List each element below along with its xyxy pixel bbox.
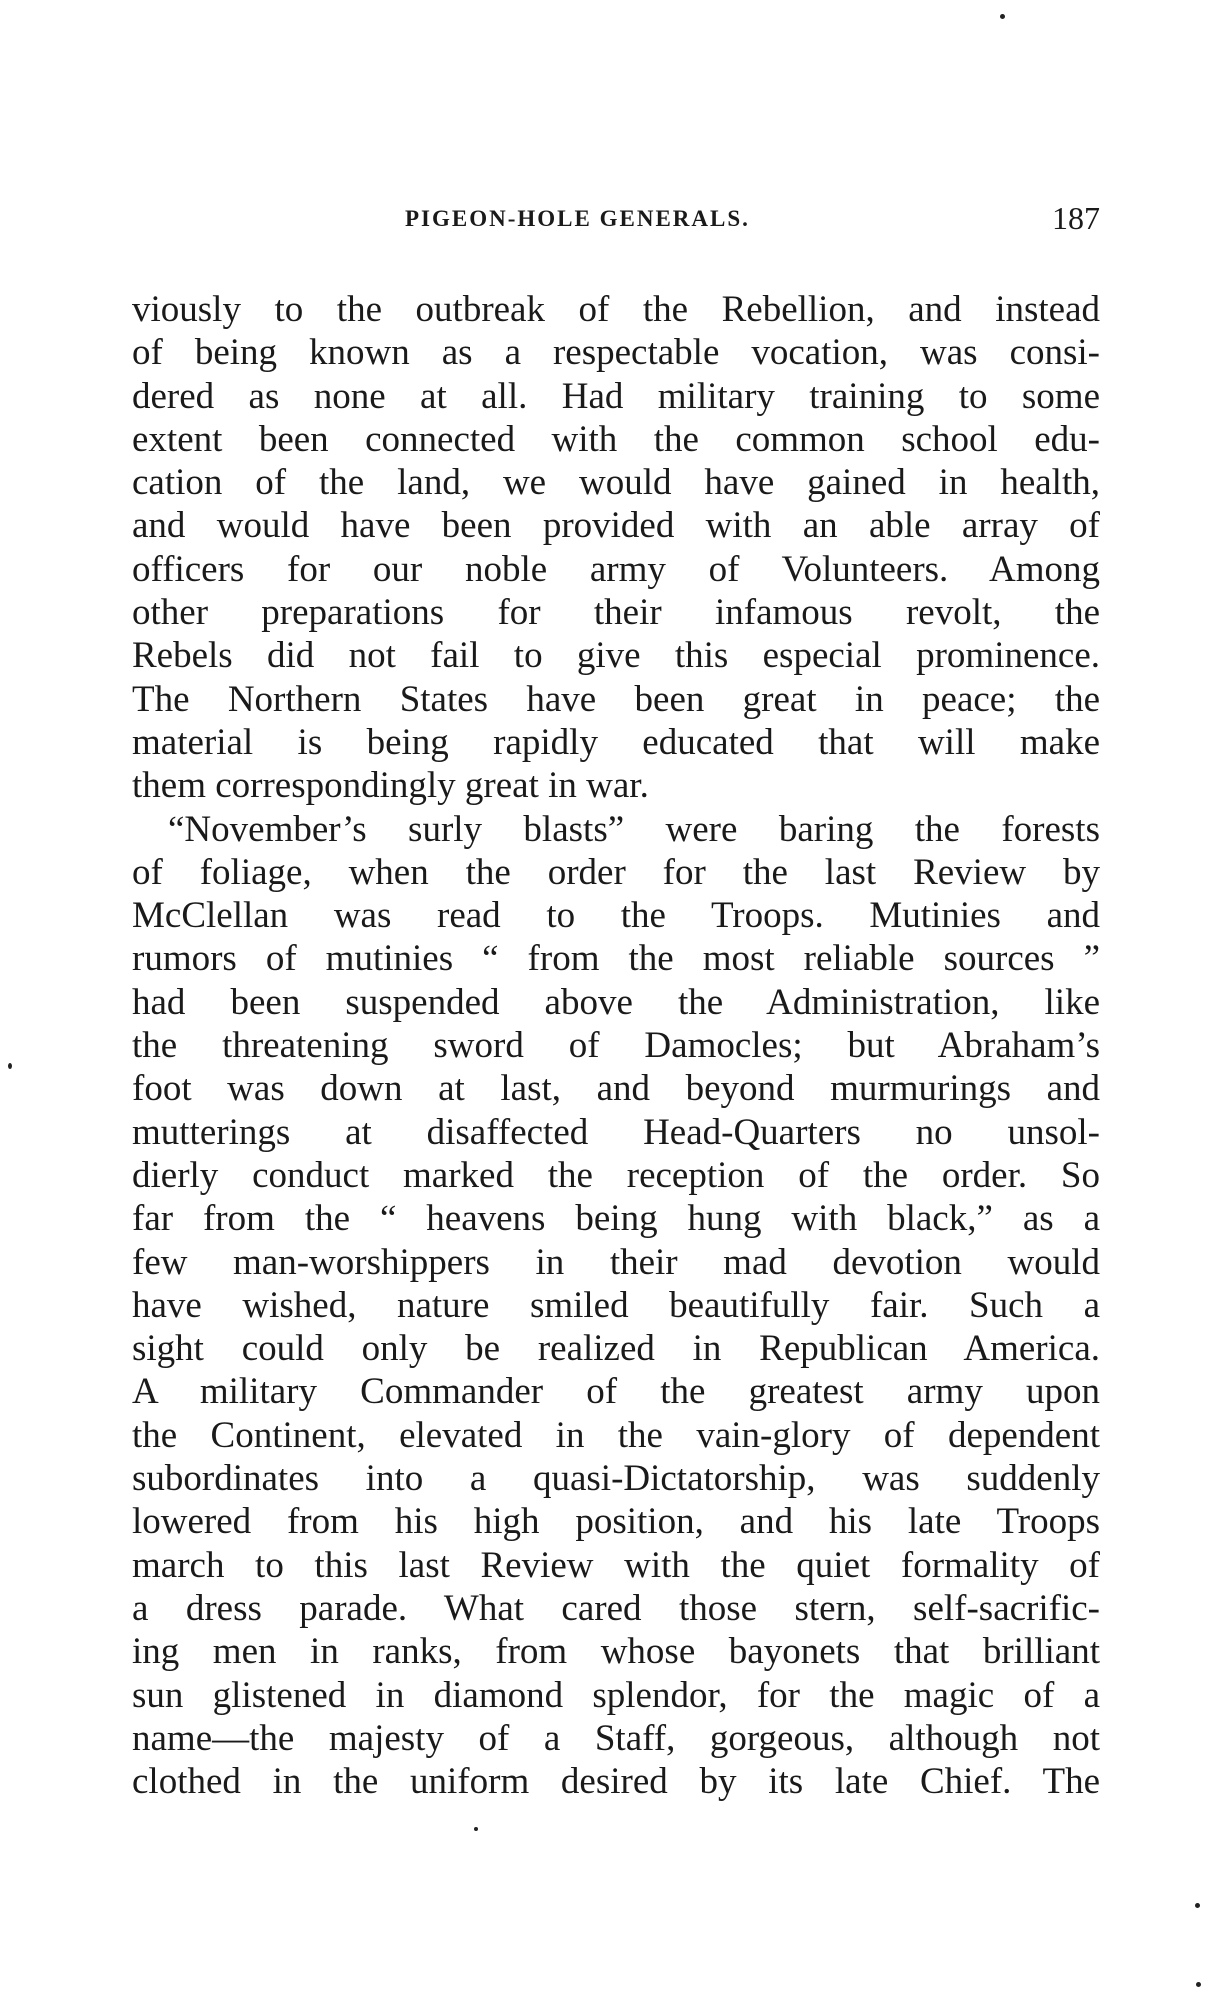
text-line: material is being rapidly educated that will make [132, 721, 1100, 763]
text-line: subordinates into a quasi-Dictatorship, was suddenly [132, 1458, 1100, 1500]
text-line: of being known as a respectable vocation, was consi- [132, 332, 1100, 374]
text-line: cation of the land, we would have gained in health, [132, 462, 1100, 504]
ink-speck [8, 1063, 12, 1069]
running-title: PIGEON-HOLE GENERALS. [405, 206, 750, 231]
text-line: dierly conduct marked the reception of the order. So [132, 1154, 1100, 1196]
text-line: extent been connected with the common school edu- [132, 418, 1100, 460]
text-line: name—the majesty of a Staff, gorgeous, although not [132, 1717, 1100, 1759]
text-line: lowered from his high position, and his late Troops [132, 1501, 1100, 1543]
text-line: sight could only be realized in Republican America. [132, 1328, 1100, 1370]
text-line: sun glistened in diamond splendor, for the magic of a [132, 1674, 1100, 1716]
text-line: Rebels did not fail to give this especial prominence. [132, 635, 1100, 677]
text-line: clothed in the uniform desired by its late Chief. The [132, 1761, 1100, 1803]
text-line: McClellan was read to the Troops. Mutinies and [132, 895, 1100, 937]
page-number: 187 [1052, 200, 1100, 236]
text-line: march to this last Review with the quiet formality of [132, 1544, 1100, 1586]
text-line: ing men in ranks, from whose bayonets that brilliant [132, 1631, 1100, 1673]
ink-speck [1195, 1903, 1200, 1908]
running-head [135, 200, 1100, 240]
text-line: viously to the outbreak of the Rebellion, and instead [132, 289, 1100, 330]
text-line: “November’s surly blasts” were baring the forests [168, 808, 1100, 850]
ink-speck [474, 1827, 478, 1831]
text-line: far from the “ heavens being hung with black,” as a [132, 1198, 1100, 1240]
text-line: A military Commander of the greatest army upon [132, 1371, 1100, 1413]
text-line: the Continent, elevated in the vain-glory of dependent [132, 1414, 1100, 1456]
body-text [132, 288, 1100, 1803]
text-line: them correspondingly great in war. [132, 765, 649, 807]
text-line: rumors of mutinies “ from the most reliable sources ” [132, 938, 1100, 980]
text-line: have wished, nature smiled beautifully fair. Such a [132, 1284, 1100, 1326]
text-line: a dress parade. What cared those stern, self-sacrific- [132, 1587, 1100, 1629]
text-line: other preparations for their infamous revolt, the [132, 592, 1100, 634]
ink-speck [1196, 1982, 1201, 1987]
ink-speck [1000, 14, 1005, 19]
text-line: and would have been provided with an able array of [132, 505, 1100, 547]
text-line: had been suspended above the Administration, like [132, 981, 1100, 1023]
text-line: dered as none at all. Had military training to some [132, 375, 1100, 417]
text-line: foot was down at last, and beyond murmurings and [132, 1068, 1100, 1110]
text-line: few man-worshippers in their mad devotion would [132, 1241, 1100, 1283]
text-line: officers for our noble army of Volunteers. Among [132, 548, 1100, 590]
text-line: of foliage, when the order for the last Review by [132, 851, 1100, 893]
text-line: the threatening sword of Damocles; but Abraham’s [132, 1025, 1100, 1067]
text-line: mutterings at disaffected Head-Quarters no unsol- [132, 1111, 1100, 1153]
text-line: The Northern States have been great in peace; the [132, 678, 1100, 720]
